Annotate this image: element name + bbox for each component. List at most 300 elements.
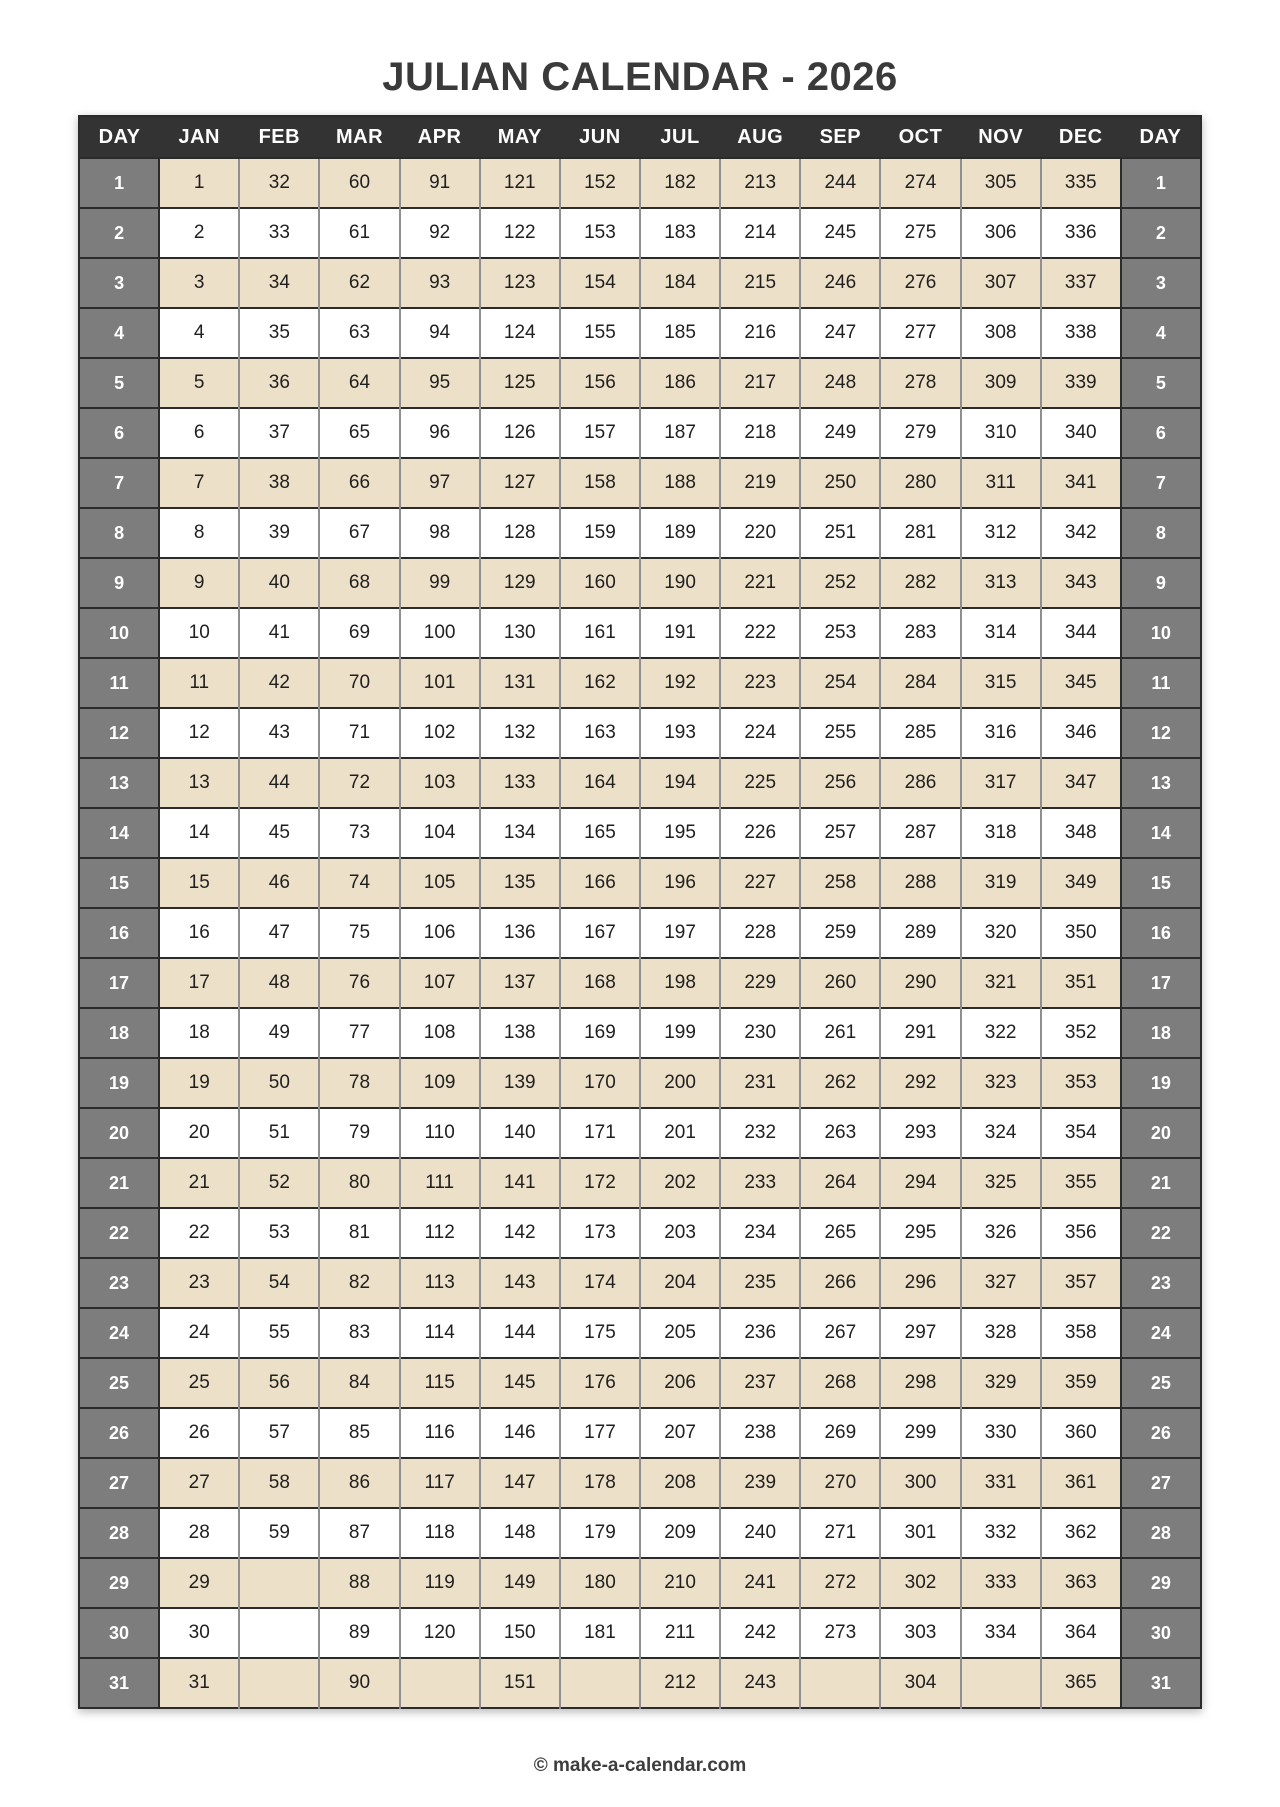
table-row — [79, 1608, 1201, 1658]
julian-day-cell-nov: 314 — [961, 608, 1041, 658]
julian-day-cell-dec: 353 — [1041, 1058, 1121, 1108]
day-label-right: 18 — [1121, 1008, 1201, 1058]
julian-day-cell-dec: 352 — [1041, 1008, 1121, 1058]
julian-day-cell-jan: 10 — [159, 608, 239, 658]
julian-day-cell-sep: 267 — [800, 1308, 880, 1358]
julian-day-cell-may: 132 — [480, 708, 560, 758]
julian-day-cell-mar: 65 — [319, 408, 399, 458]
julian-day-cell-nov: 316 — [961, 708, 1041, 758]
julian-day-cell-sep: 265 — [800, 1208, 880, 1258]
julian-day-cell-oct: 296 — [880, 1258, 960, 1308]
julian-day-cell-apr: 97 — [400, 458, 480, 508]
julian-day-cell-sep: 268 — [800, 1358, 880, 1408]
julian-day-cell-sep: 250 — [800, 458, 880, 508]
julian-day-cell-dec: 336 — [1041, 208, 1121, 258]
julian-day-cell-jan: 4 — [159, 308, 239, 358]
day-label-right: 20 — [1121, 1108, 1201, 1158]
day-label-right: 22 — [1121, 1208, 1201, 1258]
julian-day-cell-apr — [400, 1658, 480, 1708]
day-label-right: 17 — [1121, 958, 1201, 1008]
julian-day-cell-jul: 188 — [640, 458, 720, 508]
julian-day-cell-feb: 51 — [239, 1108, 319, 1158]
julian-day-cell-oct: 297 — [880, 1308, 960, 1358]
table-row — [79, 458, 1201, 508]
header-month-nov: NOV — [961, 116, 1041, 158]
day-label-left: 11 — [79, 658, 159, 708]
julian-day-cell-jul: 198 — [640, 958, 720, 1008]
day-label-right: 7 — [1121, 458, 1201, 508]
julian-day-cell-jul: 187 — [640, 408, 720, 458]
julian-day-cell-oct: 303 — [880, 1608, 960, 1658]
julian-day-cell-jun: 166 — [560, 858, 640, 908]
table-row — [79, 758, 1201, 808]
julian-day-cell-aug: 213 — [720, 158, 800, 208]
julian-day-cell-jun: 173 — [560, 1208, 640, 1258]
julian-day-cell-apr: 112 — [400, 1208, 480, 1258]
julian-day-cell-apr: 115 — [400, 1358, 480, 1408]
julian-day-cell-mar: 77 — [319, 1008, 399, 1058]
julian-day-cell-jul: 203 — [640, 1208, 720, 1258]
julian-day-cell-sep: 249 — [800, 408, 880, 458]
julian-day-cell-sep: 273 — [800, 1608, 880, 1658]
julian-day-cell-nov: 325 — [961, 1158, 1041, 1208]
day-label-left: 26 — [79, 1408, 159, 1458]
julian-day-cell-may: 151 — [480, 1658, 560, 1708]
header-month-aug: AUG — [720, 116, 800, 158]
julian-day-cell-mar: 85 — [319, 1408, 399, 1458]
julian-day-cell-aug: 227 — [720, 858, 800, 908]
julian-day-cell-sep: 248 — [800, 358, 880, 408]
julian-day-cell-nov: 318 — [961, 808, 1041, 858]
julian-day-cell-nov — [961, 1658, 1041, 1708]
julian-day-cell-apr: 96 — [400, 408, 480, 458]
julian-day-cell-jul: 189 — [640, 508, 720, 558]
julian-day-cell-sep: 270 — [800, 1458, 880, 1508]
julian-day-cell-jan: 19 — [159, 1058, 239, 1108]
julian-day-cell-dec: 358 — [1041, 1308, 1121, 1358]
julian-day-cell-mar: 90 — [319, 1658, 399, 1708]
julian-day-cell-apr: 118 — [400, 1508, 480, 1558]
day-label-right: 11 — [1121, 658, 1201, 708]
julian-day-cell-feb: 43 — [239, 708, 319, 758]
julian-day-cell-jun: 163 — [560, 708, 640, 758]
julian-day-cell-aug: 223 — [720, 658, 800, 708]
julian-day-cell-nov: 326 — [961, 1208, 1041, 1258]
julian-day-cell-mar: 66 — [319, 458, 399, 508]
julian-day-cell-dec: 351 — [1041, 958, 1121, 1008]
julian-day-cell-nov: 324 — [961, 1108, 1041, 1158]
julian-day-cell-mar: 79 — [319, 1108, 399, 1158]
julian-day-cell-dec: 356 — [1041, 1208, 1121, 1258]
table-row — [79, 1008, 1201, 1058]
julian-day-cell-aug: 242 — [720, 1608, 800, 1658]
day-label-left: 31 — [79, 1658, 159, 1708]
julian-day-cell-jul: 195 — [640, 808, 720, 858]
julian-day-cell-feb — [239, 1608, 319, 1658]
julian-day-cell-oct: 283 — [880, 608, 960, 658]
day-label-right: 10 — [1121, 608, 1201, 658]
julian-day-cell-may: 145 — [480, 1358, 560, 1408]
julian-day-cell-nov: 307 — [961, 258, 1041, 308]
julian-day-cell-mar: 68 — [319, 558, 399, 608]
julian-day-cell-apr: 103 — [400, 758, 480, 808]
julian-day-cell-sep: 255 — [800, 708, 880, 758]
julian-day-cell-sep: 263 — [800, 1108, 880, 1158]
julian-day-cell-oct: 288 — [880, 858, 960, 908]
julian-day-cell-jun: 156 — [560, 358, 640, 408]
julian-day-cell-nov: 309 — [961, 358, 1041, 408]
day-label-right: 16 — [1121, 908, 1201, 958]
table-row — [79, 408, 1201, 458]
table-row — [79, 1308, 1201, 1358]
header-row — [79, 116, 1201, 158]
day-label-left: 24 — [79, 1308, 159, 1358]
julian-day-cell-sep: 246 — [800, 258, 880, 308]
header-month-jan: JAN — [159, 116, 239, 158]
julian-day-cell-mar: 60 — [319, 158, 399, 208]
header-month-jun: JUN — [560, 116, 640, 158]
julian-day-cell-sep: 266 — [800, 1258, 880, 1308]
julian-day-cell-apr: 107 — [400, 958, 480, 1008]
julian-day-cell-feb: 58 — [239, 1458, 319, 1508]
table-body — [79, 158, 1201, 1708]
julian-day-cell-nov: 329 — [961, 1358, 1041, 1408]
julian-day-cell-dec: 343 — [1041, 558, 1121, 608]
julian-day-cell-apr: 117 — [400, 1458, 480, 1508]
julian-day-cell-mar: 88 — [319, 1558, 399, 1608]
julian-day-cell-oct: 295 — [880, 1208, 960, 1258]
julian-day-cell-may: 133 — [480, 758, 560, 808]
julian-day-cell-jul: 212 — [640, 1658, 720, 1708]
julian-day-cell-may: 121 — [480, 158, 560, 208]
julian-day-cell-feb: 36 — [239, 358, 319, 408]
julian-day-cell-jan: 28 — [159, 1508, 239, 1558]
julian-day-cell-nov: 334 — [961, 1608, 1041, 1658]
julian-day-cell-apr: 98 — [400, 508, 480, 558]
julian-day-cell-aug: 234 — [720, 1208, 800, 1258]
day-label-left: 8 — [79, 508, 159, 558]
day-label-left: 1 — [79, 158, 159, 208]
julian-day-cell-jan: 29 — [159, 1558, 239, 1608]
julian-day-cell-feb: 49 — [239, 1008, 319, 1058]
julian-day-cell-jan: 6 — [159, 408, 239, 458]
day-label-right: 31 — [1121, 1658, 1201, 1708]
julian-day-cell-sep: 271 — [800, 1508, 880, 1558]
julian-day-cell-mar: 61 — [319, 208, 399, 258]
julian-day-cell-mar: 71 — [319, 708, 399, 758]
julian-day-cell-jun: 181 — [560, 1608, 640, 1658]
julian-day-cell-apr: 110 — [400, 1108, 480, 1158]
julian-day-cell-feb: 32 — [239, 158, 319, 208]
julian-day-cell-dec: 355 — [1041, 1158, 1121, 1208]
julian-day-cell-jul: 209 — [640, 1508, 720, 1558]
julian-day-cell-apr: 120 — [400, 1608, 480, 1658]
header-month-sep: SEP — [800, 116, 880, 158]
table-row — [79, 1508, 1201, 1558]
julian-day-cell-nov: 312 — [961, 508, 1041, 558]
julian-day-cell-sep: 245 — [800, 208, 880, 258]
day-label-left: 21 — [79, 1158, 159, 1208]
julian-day-cell-jul: 207 — [640, 1408, 720, 1458]
day-label-left: 19 — [79, 1058, 159, 1108]
julian-day-cell-feb: 53 — [239, 1208, 319, 1258]
julian-day-cell-dec: 365 — [1041, 1658, 1121, 1708]
table-row — [79, 908, 1201, 958]
julian-day-cell-aug: 217 — [720, 358, 800, 408]
julian-day-cell-jun: 180 — [560, 1558, 640, 1608]
julian-day-cell-oct: 274 — [880, 158, 960, 208]
day-label-right: 24 — [1121, 1308, 1201, 1358]
header-month-jul: JUL — [640, 116, 720, 158]
julian-day-cell-oct: 280 — [880, 458, 960, 508]
julian-day-cell-apr: 100 — [400, 608, 480, 658]
julian-day-cell-jul: 204 — [640, 1258, 720, 1308]
day-label-right: 6 — [1121, 408, 1201, 458]
julian-day-cell-jan: 13 — [159, 758, 239, 808]
julian-day-cell-may: 122 — [480, 208, 560, 258]
julian-day-cell-may: 125 — [480, 358, 560, 408]
table-row — [79, 858, 1201, 908]
day-label-left: 30 — [79, 1608, 159, 1658]
julian-day-cell-may: 131 — [480, 658, 560, 708]
julian-day-cell-jan: 20 — [159, 1108, 239, 1158]
julian-day-cell-jul: 194 — [640, 758, 720, 808]
julian-day-cell-jun: 175 — [560, 1308, 640, 1358]
day-label-left: 17 — [79, 958, 159, 1008]
julian-day-cell-jul: 200 — [640, 1058, 720, 1108]
julian-day-cell-feb: 34 — [239, 258, 319, 308]
julian-day-cell-jun: 158 — [560, 458, 640, 508]
julian-day-cell-jul: 197 — [640, 908, 720, 958]
header-day-left: DAY — [79, 116, 159, 158]
julian-day-cell-dec: 350 — [1041, 908, 1121, 958]
julian-day-cell-aug: 239 — [720, 1458, 800, 1508]
julian-day-cell-may: 136 — [480, 908, 560, 958]
day-label-left: 15 — [79, 858, 159, 908]
julian-day-cell-jun: 162 — [560, 658, 640, 708]
julian-day-cell-mar: 84 — [319, 1358, 399, 1408]
day-label-left: 10 — [79, 608, 159, 658]
julian-day-cell-jun: 165 — [560, 808, 640, 858]
julian-day-cell-may: 146 — [480, 1408, 560, 1458]
julian-day-cell-nov: 327 — [961, 1258, 1041, 1308]
page-title: JULIAN CALENDAR - 2026 — [382, 55, 898, 99]
day-label-left: 12 — [79, 708, 159, 758]
julian-day-cell-aug: 235 — [720, 1258, 800, 1308]
julian-day-cell-feb: 50 — [239, 1058, 319, 1108]
julian-day-cell-aug: 236 — [720, 1308, 800, 1358]
table-row — [79, 308, 1201, 358]
julian-day-cell-aug: 226 — [720, 808, 800, 858]
day-label-right: 28 — [1121, 1508, 1201, 1558]
footer-credit: © make-a-calendar.com — [533, 1755, 747, 1776]
julian-day-cell-sep: 252 — [800, 558, 880, 608]
julian-day-cell-jun: 169 — [560, 1008, 640, 1058]
julian-day-cell-may: 143 — [480, 1258, 560, 1308]
julian-day-cell-may: 150 — [480, 1608, 560, 1658]
julian-day-cell-aug: 218 — [720, 408, 800, 458]
day-label-right: 15 — [1121, 858, 1201, 908]
julian-day-cell-oct: 301 — [880, 1508, 960, 1558]
julian-day-cell-dec: 345 — [1041, 658, 1121, 708]
julian-day-cell-may: 142 — [480, 1208, 560, 1258]
julian-day-cell-dec: 346 — [1041, 708, 1121, 758]
julian-day-cell-apr: 119 — [400, 1558, 480, 1608]
julian-day-cell-oct: 294 — [880, 1158, 960, 1208]
julian-day-cell-aug: 238 — [720, 1408, 800, 1458]
day-label-right: 26 — [1121, 1408, 1201, 1458]
julian-day-cell-dec: 364 — [1041, 1608, 1121, 1658]
table-row — [79, 1108, 1201, 1158]
julian-day-cell-nov: 306 — [961, 208, 1041, 258]
julian-day-cell-oct: 284 — [880, 658, 960, 708]
julian-day-cell-feb: 47 — [239, 908, 319, 958]
julian-day-cell-jan: 16 — [159, 908, 239, 958]
julian-day-cell-nov: 308 — [961, 308, 1041, 358]
day-label-right: 1 — [1121, 158, 1201, 208]
julian-day-cell-feb: 33 — [239, 208, 319, 258]
julian-day-cell-feb: 56 — [239, 1358, 319, 1408]
julian-day-cell-jul: 182 — [640, 158, 720, 208]
day-label-left: 3 — [79, 258, 159, 308]
julian-day-cell-oct: 281 — [880, 508, 960, 558]
julian-day-cell-jun: 171 — [560, 1108, 640, 1158]
julian-day-cell-nov: 311 — [961, 458, 1041, 508]
julian-day-cell-mar: 81 — [319, 1208, 399, 1258]
day-label-right: 21 — [1121, 1158, 1201, 1208]
day-label-left: 6 — [79, 408, 159, 458]
julian-day-cell-apr: 91 — [400, 158, 480, 208]
julian-day-cell-apr: 114 — [400, 1308, 480, 1358]
julian-day-cell-jul: 191 — [640, 608, 720, 658]
julian-day-cell-jul: 184 — [640, 258, 720, 308]
julian-day-cell-oct: 300 — [880, 1458, 960, 1508]
julian-day-cell-aug: 229 — [720, 958, 800, 1008]
julian-day-cell-jan: 26 — [159, 1408, 239, 1458]
julian-day-cell-feb: 41 — [239, 608, 319, 658]
table-row — [79, 608, 1201, 658]
julian-day-cell-aug: 233 — [720, 1158, 800, 1208]
julian-day-cell-dec: 344 — [1041, 608, 1121, 658]
table-row — [79, 1558, 1201, 1608]
julian-day-cell-jan: 12 — [159, 708, 239, 758]
julian-day-cell-may: 140 — [480, 1108, 560, 1158]
julian-day-cell-oct: 276 — [880, 258, 960, 308]
julian-day-cell-dec: 338 — [1041, 308, 1121, 358]
julian-day-cell-jan: 3 — [159, 258, 239, 308]
julian-day-cell-jul: 208 — [640, 1458, 720, 1508]
julian-day-cell-jun: 152 — [560, 158, 640, 208]
julian-day-cell-feb: 46 — [239, 858, 319, 908]
julian-day-cell-may: 123 — [480, 258, 560, 308]
julian-day-cell-jul: 206 — [640, 1358, 720, 1408]
julian-day-cell-feb: 55 — [239, 1308, 319, 1358]
julian-day-cell-apr: 99 — [400, 558, 480, 608]
julian-day-cell-oct: 302 — [880, 1558, 960, 1608]
julian-day-cell-oct: 278 — [880, 358, 960, 408]
julian-day-cell-apr: 108 — [400, 1008, 480, 1058]
julian-day-cell-oct: 304 — [880, 1658, 960, 1708]
julian-day-cell-jun: 167 — [560, 908, 640, 958]
julian-day-cell-sep: 264 — [800, 1158, 880, 1208]
julian-day-cell-sep: 262 — [800, 1058, 880, 1108]
julian-day-cell-jul: 211 — [640, 1608, 720, 1658]
julian-day-cell-may: 147 — [480, 1458, 560, 1508]
table-row — [79, 1458, 1201, 1508]
julian-day-cell-feb: 57 — [239, 1408, 319, 1458]
day-label-right: 5 — [1121, 358, 1201, 408]
day-label-left: 5 — [79, 358, 159, 408]
julian-day-cell-apr: 92 — [400, 208, 480, 258]
julian-day-cell-jan: 8 — [159, 508, 239, 558]
julian-day-cell-nov: 319 — [961, 858, 1041, 908]
julian-day-cell-apr: 105 — [400, 858, 480, 908]
julian-day-cell-mar: 78 — [319, 1058, 399, 1108]
day-label-right: 14 — [1121, 808, 1201, 858]
header-month-feb: FEB — [239, 116, 319, 158]
julian-day-cell-apr: 102 — [400, 708, 480, 758]
julian-day-cell-mar: 82 — [319, 1258, 399, 1308]
julian-day-cell-apr: 113 — [400, 1258, 480, 1308]
julian-day-cell-may: 138 — [480, 1008, 560, 1058]
julian-day-cell-sep: 261 — [800, 1008, 880, 1058]
julian-day-cell-jun: 153 — [560, 208, 640, 258]
day-label-right: 19 — [1121, 1058, 1201, 1108]
julian-day-cell-jun: 176 — [560, 1358, 640, 1408]
julian-day-cell-jun: 178 — [560, 1458, 640, 1508]
julian-day-cell-may: 137 — [480, 958, 560, 1008]
julian-day-cell-jul: 199 — [640, 1008, 720, 1058]
julian-day-cell-apr: 106 — [400, 908, 480, 958]
julian-day-cell-apr: 109 — [400, 1058, 480, 1108]
julian-day-cell-feb: 59 — [239, 1508, 319, 1558]
julian-day-cell-nov: 313 — [961, 558, 1041, 608]
julian-day-cell-feb: 52 — [239, 1158, 319, 1208]
julian-day-cell-sep: 272 — [800, 1558, 880, 1608]
julian-day-cell-nov: 323 — [961, 1058, 1041, 1108]
julian-day-cell-jan: 27 — [159, 1458, 239, 1508]
julian-day-cell-nov: 332 — [961, 1508, 1041, 1558]
julian-day-cell-mar: 89 — [319, 1608, 399, 1658]
julian-day-cell-nov: 320 — [961, 908, 1041, 958]
julian-day-cell-sep: 257 — [800, 808, 880, 858]
julian-day-cell-jun: 168 — [560, 958, 640, 1008]
julian-day-cell-feb: 37 — [239, 408, 319, 458]
julian-day-cell-nov: 333 — [961, 1558, 1041, 1608]
day-label-left: 22 — [79, 1208, 159, 1258]
julian-day-cell-mar: 87 — [319, 1508, 399, 1558]
julian-day-cell-jun: 174 — [560, 1258, 640, 1308]
julian-day-cell-feb: 54 — [239, 1258, 319, 1308]
julian-day-cell-jul: 196 — [640, 858, 720, 908]
julian-day-cell-jun: 155 — [560, 308, 640, 358]
julian-day-cell-jan: 31 — [159, 1658, 239, 1708]
header-month-may: MAY — [480, 116, 560, 158]
julian-day-cell-apr: 93 — [400, 258, 480, 308]
julian-day-cell-sep: 258 — [800, 858, 880, 908]
julian-day-cell-aug: 243 — [720, 1658, 800, 1708]
julian-day-cell-aug: 224 — [720, 708, 800, 758]
julian-day-cell-mar: 76 — [319, 958, 399, 1008]
julian-day-cell-dec: 341 — [1041, 458, 1121, 508]
julian-day-cell-jan: 7 — [159, 458, 239, 508]
julian-day-cell-jan: 1 — [159, 158, 239, 208]
table-header — [79, 116, 1201, 158]
julian-day-cell-oct: 285 — [880, 708, 960, 758]
table-row — [79, 208, 1201, 258]
julian-day-cell-feb: 40 — [239, 558, 319, 608]
julian-day-cell-jun: 170 — [560, 1058, 640, 1108]
